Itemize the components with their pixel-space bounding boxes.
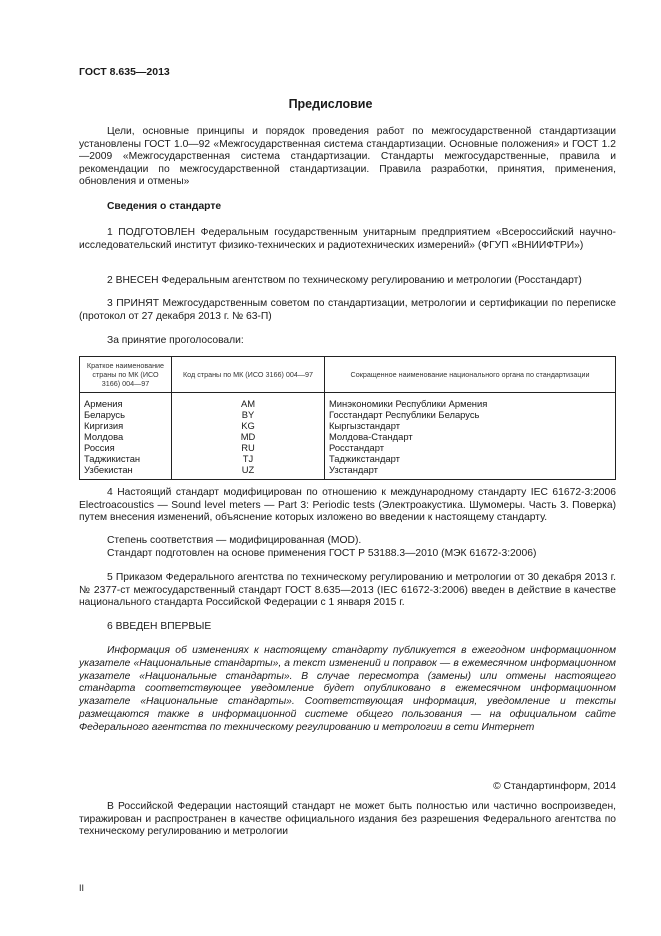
item-4-paragraph: 4 Настоящий стандарт модифицирован по отношению к международному стандарту IEC 61672-3:2006 Electroacoustics — Sound level meters — Part 3: Periodic tests (Электроакустика. Шумомеры. Часть 3. Поверка) путем внесения изменений, объяснение которых изложено во введении к настоящему стандарту. [79,487,616,523]
voting-table [79,356,616,480]
running-header: ГОСТ 8.635—2013 [79,66,170,78]
table-row [80,420,616,431]
country-cell: Беларусь [80,409,172,420]
table-row [80,409,616,420]
item-1-paragraph: 1 ПОДГОТОВЛЕН Федеральным государственным унитарным предприятием «Всероссийский научно-исследовательский институт физико-технических и радиотехнических измерений» (ФГУП «ВНИИФТРИ») [79,227,616,251]
col-header-code: Код страны по МК (ИСО 3166) 004—97 [172,357,325,393]
country-cell: Узбекистан [80,464,172,480]
table-row [80,431,616,442]
table-row [80,453,616,464]
code-cell: AM [172,393,325,410]
code-cell: KG [172,420,325,431]
code-cell: UZ [172,464,325,480]
table-header-row [80,357,616,393]
table-row [80,393,616,410]
table-row [80,464,616,480]
body-cell: Молдова-Стандарт [325,431,616,442]
country-cell: Таджикистан [80,453,172,464]
reproduction-notice: В Российской Федерации настоящий стандарт не может быть полностью или частично воспроизведен, тиражирован и распространен в качестве официального издания без разрешения Федерального агентства по техническому регулированию и метрологии [79,801,616,837]
body-cell: Кыргызстандарт [325,420,616,431]
intro-paragraph: Цели, основные принципы и порядок проведения работ по межгосударственной стандартизации установлены ГОСТ 1.0—92 «Межгосударственная система стандартизации. Основные положения» и ГОСТ 1.2—2009 «Межгосударственная система стандартизации. Стандарты межгосударственные, правила и рекомендации по межгосударственной стандартизации. Правила разработки, принятия, применения, обновления и отмены» [79,126,616,187]
item-3-paragraph: 3 ПРИНЯТ Межгосударственным советом по стандартизации, метрологии и сертификации по переписке (протокол от 27 декабря 2013 г. № 63-П) [79,298,616,322]
table-row [80,442,616,453]
body-cell: Узстандарт [325,464,616,480]
page-title: Предисловие [288,97,373,111]
body-cell: Минэкономики Республики Армения [325,393,616,410]
voting-intro: За принятие проголосовали: [107,335,244,346]
changes-info-notice: Информация об изменениях к настоящему стандарту публикуется в ежегодном информационном указателе «Национальные стандарты», а текст изменений и поправок — в ежемесячном информационном указателе «Национальные стандарты». В случае пересмотра (замены) или отмены настоящего стандарта соответствующее уведомление будет опубликовано в ежемесячном информационном указателе «Национальные стандарты». Соответствующая информация, уведомление и тексты размещаются также в информационной системе общего пользования — на официальном сайте Федерального агентства по техническому регулированию и метрологии в сети Интернет [79,645,616,733]
country-cell: Молдова [80,431,172,442]
country-cell: Киргизия [80,420,172,431]
col-header-country: Краткое наименование страны по МК (ИСО 3166) 004—97 [80,357,172,393]
code-cell: BY [172,409,325,420]
code-cell: MD [172,431,325,442]
body-cell: Госстандарт Республики Беларусь [325,409,616,420]
item-5-paragraph: 5 Приказом Федерального агентства по техническому регулированию и метрологии от 30 декабря 2013 г. № 2377-ст межгосударственный стандарт ГОСТ 8.635—2013 (IEC 61672-3:2006) введен в действие в качестве национального стандарта Российской Федерации с 1 января 2015 г. [79,572,616,608]
country-cell: Армения [80,393,172,410]
item-6-paragraph: 6 ВВЕДЕН ВПЕРВЫЕ [107,621,212,632]
item-4-conformity: Степень соответствия — модифицированная (MOD). [107,535,362,546]
country-cell: Россия [80,442,172,453]
item-2-paragraph: 2 ВНЕСЕН Федеральным агентством по техническому регулированию и метрологии (Росстандарт) [107,275,582,286]
body-cell: Росстандарт [325,442,616,453]
item-4-basis: Стандарт подготовлен на основе применения ГОСТ Р 53188.3—2010 (МЭК 61672-3:2006) [107,548,537,559]
code-cell: RU [172,442,325,453]
copyright-notice: © Стандартинформ, 2014 [493,781,616,792]
code-cell: TJ [172,453,325,464]
section-heading: Сведения о стандарте [107,201,222,212]
body-cell: Таджикстандарт [325,453,616,464]
col-header-body: Сокращенное наименование национального органа по стандартизации [325,357,616,393]
page-number: II [79,883,85,893]
